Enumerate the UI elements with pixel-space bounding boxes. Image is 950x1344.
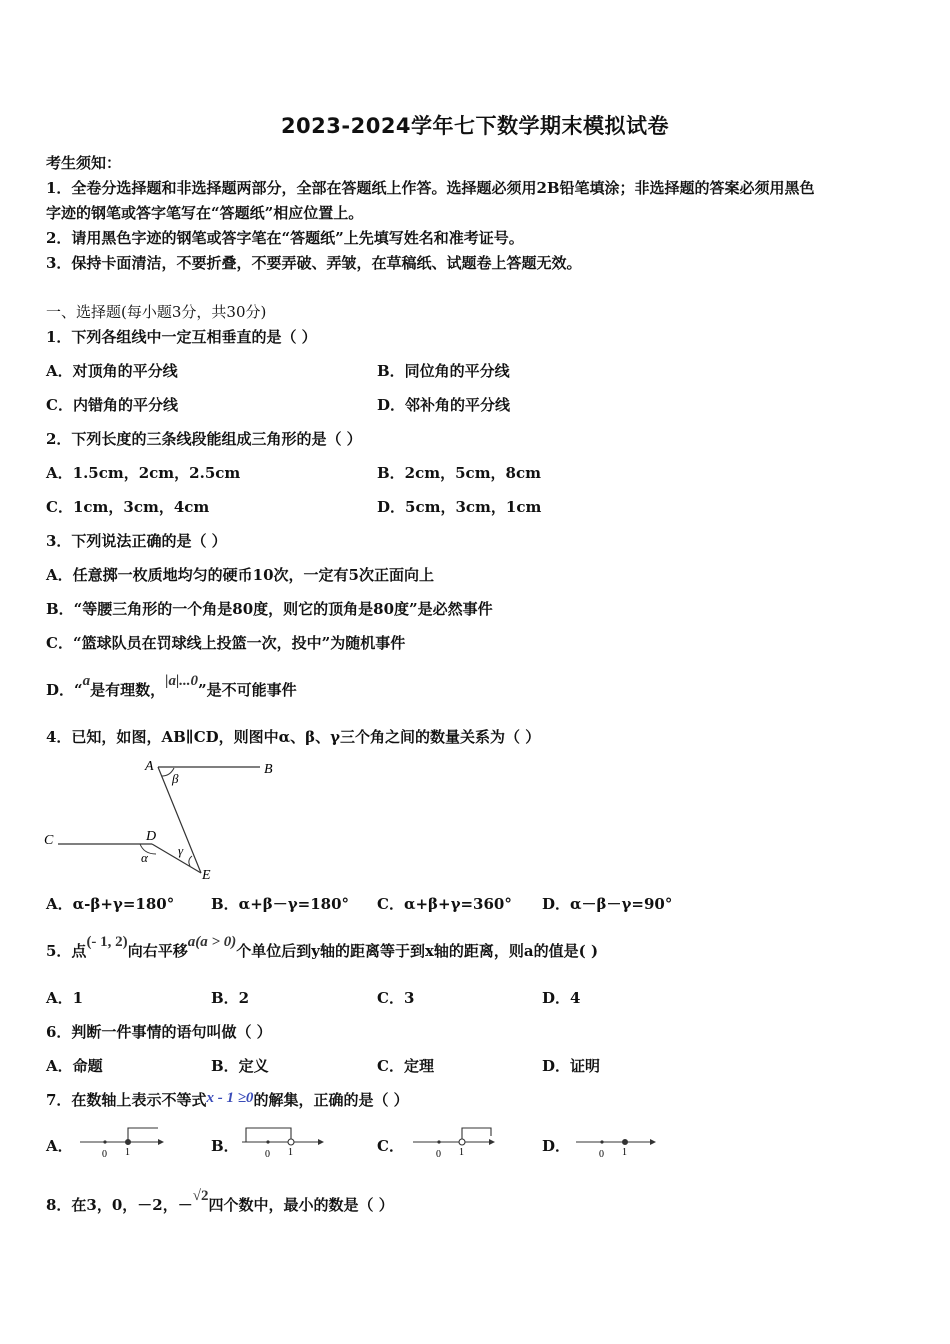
question-6-option-b: B．定义 bbox=[211, 1057, 269, 1075]
question-1-option-d: D．邻补角的平分线 bbox=[377, 396, 511, 414]
stem-text: 个单位后到y轴的距离等于到x轴的距离，则a的值是( ) bbox=[236, 942, 599, 960]
point-label-d: D bbox=[146, 829, 157, 844]
option-text: 是有理数， bbox=[90, 681, 166, 699]
question-3-option-a: A．任意掷一枚质地均匀的硬币10次，一定有5次正面向上 bbox=[46, 566, 434, 584]
number-line-a bbox=[78, 1124, 168, 1160]
math-expression: a(a > 0) bbox=[187, 934, 237, 950]
tick-0 bbox=[437, 1140, 440, 1143]
question-5-stem bbox=[46, 934, 599, 962]
question-5-option-a: A．1 bbox=[46, 989, 84, 1007]
question-2-option-b: B．2cm，5cm，8cm bbox=[377, 464, 542, 482]
question-1-option-c: C．内错角的平分线 bbox=[46, 396, 178, 414]
question-2-option-d: D．5cm，3cm，1cm bbox=[377, 498, 542, 516]
notice-heading: 考生须知： bbox=[46, 154, 122, 172]
question-2-stem: 2．下列长度的三条线段能组成三角形的是（ ） bbox=[46, 430, 362, 448]
point-label-c: C bbox=[44, 833, 54, 848]
question-5-option-c: C．3 bbox=[377, 989, 415, 1007]
tick-0 bbox=[600, 1140, 603, 1143]
number-line-b bbox=[240, 1124, 330, 1160]
question-7-option-d: D． bbox=[542, 1137, 571, 1155]
math-expression: (- 1, 2) bbox=[86, 934, 128, 950]
question-7-stem bbox=[46, 1090, 409, 1111]
solution-ray bbox=[128, 1128, 158, 1142]
tick-0 bbox=[266, 1140, 269, 1143]
stem-text: 7．在数轴上表示不等式 bbox=[46, 1091, 207, 1109]
tick-label-1: 1 bbox=[622, 1147, 627, 1158]
stem-text: 四个数中，最小的数是（ ） bbox=[208, 1196, 394, 1214]
question-6-option-a: A．命题 bbox=[46, 1057, 103, 1075]
stem-text: 8．在3，0，－2，－ bbox=[46, 1196, 193, 1214]
tick-label-0: 0 bbox=[102, 1149, 107, 1160]
question-1-option-a: A．对顶角的平分线 bbox=[46, 362, 178, 380]
notice-item: 1．全卷分选择题和非选择题两部分，全部在答题纸上作答。选择题必须用2B铅笔填涂；非选择题的答案必须用黑色 bbox=[46, 179, 815, 197]
angle-label-alpha: α bbox=[141, 850, 148, 865]
math-expression: a bbox=[82, 673, 91, 689]
tick-label-1: 1 bbox=[125, 1147, 130, 1158]
stem-text: 5．点 bbox=[46, 942, 87, 960]
question-3-option-d bbox=[46, 673, 297, 701]
line-de bbox=[152, 844, 201, 873]
solid-point bbox=[622, 1139, 628, 1145]
point-label-b: B bbox=[264, 762, 273, 777]
question-7-option-a: A． bbox=[46, 1137, 73, 1155]
number-line-d bbox=[574, 1124, 664, 1160]
tick-label-1: 1 bbox=[459, 1147, 464, 1158]
notice-item: 3．保持卡面清洁，不要折叠，不要弄破、弄皱，在草稿纸、试题卷上答题无效。 bbox=[46, 254, 582, 272]
angle-label-gamma: γ bbox=[178, 843, 184, 858]
question-7-option-c: C． bbox=[377, 1137, 404, 1155]
tick-label-1: 1 bbox=[288, 1147, 293, 1158]
notice-item: 2．请用黑色字迹的钢笔或答字笔在“答题纸”上先填写姓名和准考证号。 bbox=[46, 229, 524, 247]
axis-arrow bbox=[158, 1139, 164, 1145]
question-3-option-c: C．“篮球队员在罚球线上投篮一次，投中”为随机事件 bbox=[46, 634, 406, 652]
stem-text: 向右平移 bbox=[127, 942, 188, 960]
question-6-option-c: C．定理 bbox=[377, 1057, 434, 1075]
question-8-stem bbox=[46, 1188, 394, 1216]
tick-label-0: 0 bbox=[436, 1149, 441, 1160]
question-5-option-d: D．4 bbox=[542, 989, 581, 1007]
question-1-stem: 1．下列各组线中一定互相垂直的是（ ） bbox=[46, 328, 317, 346]
question-4-stem: 4．已知，如图，AB∥CD，则图中α、β、γ三个角之间的数量关系为（ ） bbox=[46, 728, 541, 746]
axis-arrow bbox=[650, 1139, 656, 1145]
question-4-option-a: A．α-β+γ=180° bbox=[46, 895, 175, 913]
open-point bbox=[459, 1139, 465, 1145]
solution-ray bbox=[462, 1128, 491, 1139]
question-6-option-d: D．证明 bbox=[542, 1057, 601, 1075]
solution-ray bbox=[246, 1128, 291, 1142]
question-5-option-b: B．2 bbox=[211, 989, 250, 1007]
stem-text: 的解集，正确的是（ ） bbox=[253, 1091, 409, 1109]
question-2-option-a: A．1.5cm，2cm，2.5cm bbox=[46, 464, 241, 482]
notice-item: 字迹的钢笔或答字笔写在“答题纸”相应位置上。 bbox=[46, 204, 364, 222]
tick-label-0: 0 bbox=[599, 1149, 604, 1160]
question-3-stem: 3．下列说法正确的是（ ） bbox=[46, 532, 227, 550]
angle-label-beta: β bbox=[172, 771, 179, 786]
math-expression: √2 bbox=[192, 1188, 209, 1204]
question-1-option-b: B．同位角的平分线 bbox=[377, 362, 510, 380]
math-expression: x - 1 ≥0 bbox=[206, 1090, 254, 1106]
axis-arrow bbox=[318, 1139, 324, 1145]
number-line-c bbox=[411, 1124, 501, 1160]
option-text: D．“ bbox=[46, 681, 83, 699]
question-4-option-b: B．α+β－γ=180° bbox=[211, 895, 350, 913]
math-expression: |a|...0 bbox=[165, 673, 199, 689]
question-4-option-d: D．α－β－γ=90° bbox=[542, 895, 673, 913]
open-point bbox=[288, 1139, 294, 1145]
question-2-option-c: C．1cm，3cm，4cm bbox=[46, 498, 210, 516]
tick-label-0: 0 bbox=[265, 1149, 270, 1160]
geometry-figure bbox=[40, 752, 290, 887]
tick-0 bbox=[103, 1140, 106, 1143]
option-text: ”是不可能事件 bbox=[198, 681, 297, 699]
section-heading: 一、选择题(每小题3分，共30分) bbox=[46, 303, 267, 321]
point-label-a: A bbox=[145, 759, 154, 774]
question-4-option-c: C．α+β+γ=360° bbox=[377, 895, 512, 913]
question-7-option-b: B． bbox=[211, 1137, 239, 1155]
page-title: 2023-2024学年七下数学期末模拟试卷 bbox=[280, 114, 670, 138]
angle-arc-gamma bbox=[189, 856, 192, 866]
axis-arrow bbox=[489, 1139, 495, 1145]
question-6-stem: 6．判断一件事情的语句叫做（ ） bbox=[46, 1023, 272, 1041]
point-label-e: E bbox=[202, 868, 211, 883]
question-3-option-b: B．“等腰三角形的一个角是80度，则它的顶角是80度”是必然事件 bbox=[46, 600, 493, 618]
